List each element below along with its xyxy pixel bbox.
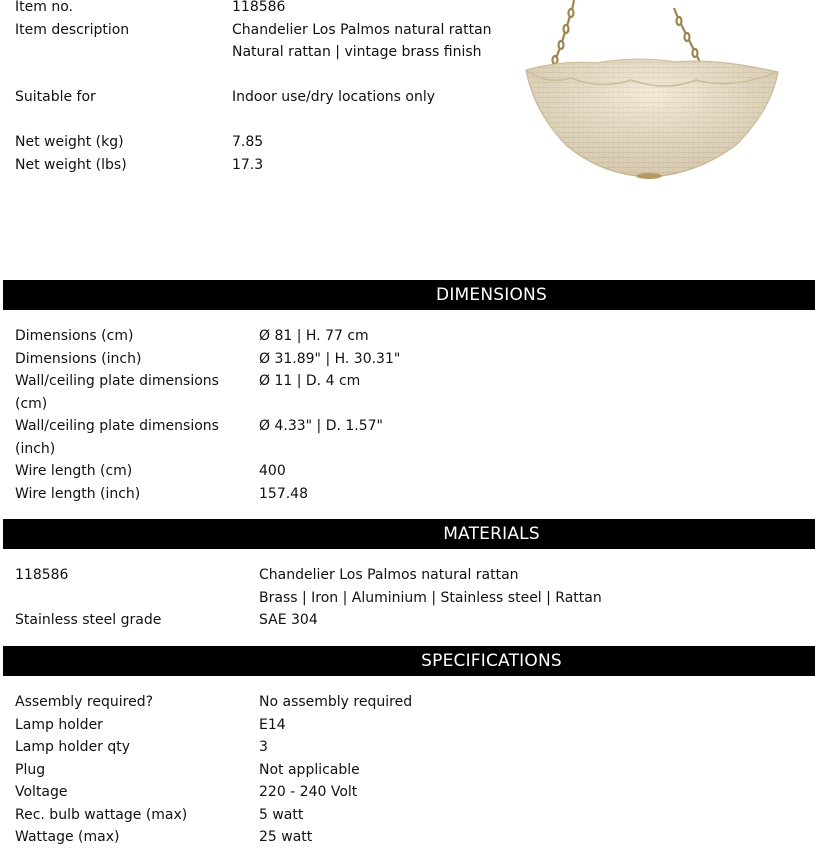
brass-finial (636, 173, 662, 179)
item-description-finish: Natural rattan | vintage brass finish (232, 44, 482, 60)
net-weight-lbs-label: Net weight (lbs) (15, 156, 127, 173)
suitable-for-label: Suitable for (15, 89, 96, 105)
item-no-label: Item no. (15, 0, 73, 15)
steel-grade-label: Stainless steel grade (15, 612, 162, 628)
chain-right (674, 8, 702, 66)
dimensions-header: DIMENSIONS (3, 280, 815, 310)
specifications-header: SPECIFICATIONS (3, 646, 815, 676)
materials-item-description: Chandelier Los Palmos natural rattan (259, 567, 519, 583)
assembly-label: Assembly required? (15, 694, 154, 710)
plate-dimensions-inch-label-line1: Wall/ceiling plate dimensions (15, 418, 219, 434)
lamp-holder-qty-label: Lamp holder qty (15, 739, 131, 755)
materials-list: Brass | Iron | Aluminium | Stainless steel | Rattan (259, 589, 602, 606)
wire-length-cm-value: 400 (259, 463, 286, 479)
item-no-value: 118586 (232, 0, 286, 15)
item-description-label: Item description (15, 21, 130, 38)
wire-length-inch-label: Wire length (inch) (15, 485, 141, 502)
materials-item-label: 118586 (15, 567, 69, 583)
plate-dimensions-cm-label-line1: Wall/ceiling plate dimensions (15, 373, 219, 389)
bulb-wattage-label: Rec. bulb wattage (max) (15, 806, 188, 823)
steel-grade-value: SAE 304 (259, 612, 318, 628)
plug-value: Not applicable (259, 761, 360, 778)
dimensions-inch-value: Ø 31.89" | H. 30.31" (259, 350, 401, 367)
chandelier-product-image (516, 0, 786, 185)
lamp-holder-value: E14 (259, 716, 286, 733)
plate-dimensions-cm-value: Ø 11 | D. 4 cm (259, 373, 361, 389)
lamp-holder-label: Lamp holder (15, 716, 103, 733)
wattage-max-value: 25 watt (259, 829, 313, 845)
plate-dimensions-inch-value: Ø 4.33" | D. 1.57" (259, 418, 383, 434)
suitable-for-value: Indoor use/dry locations only (232, 89, 436, 105)
assembly-value: No assembly required (259, 694, 413, 710)
net-weight-kg-label: Net weight (kg) (15, 134, 124, 150)
plate-dimensions-cm-label-line2: (cm) (15, 395, 48, 412)
item-description-value: Chandelier Los Palmos natural rattan (232, 21, 492, 38)
wire-length-cm-label: Wire length (cm) (15, 463, 133, 479)
net-weight-kg-value: 7.85 (232, 134, 264, 150)
wire-length-inch-value: 157.48 (259, 485, 308, 502)
materials-header: MATERIALS (3, 519, 815, 549)
lamp-holder-qty-value: 3 (259, 739, 268, 755)
plug-label: Plug (15, 761, 46, 778)
plate-dimensions-inch-label-line2: (inch) (15, 440, 56, 457)
dimensions-inch-label: Dimensions (inch) (15, 350, 142, 367)
bulb-wattage-value: 5 watt (259, 806, 304, 823)
net-weight-lbs-value: 17.3 (232, 156, 264, 173)
chain-left (551, 0, 574, 70)
dimensions-cm-value: Ø 81 | H. 77 cm (259, 328, 369, 344)
voltage-label: Voltage (15, 784, 68, 800)
wattage-max-label: Wattage (max) (15, 829, 120, 845)
dimensions-cm-label: Dimensions (cm) (15, 328, 134, 344)
voltage-value: 220 - 240 Volt (259, 784, 358, 800)
